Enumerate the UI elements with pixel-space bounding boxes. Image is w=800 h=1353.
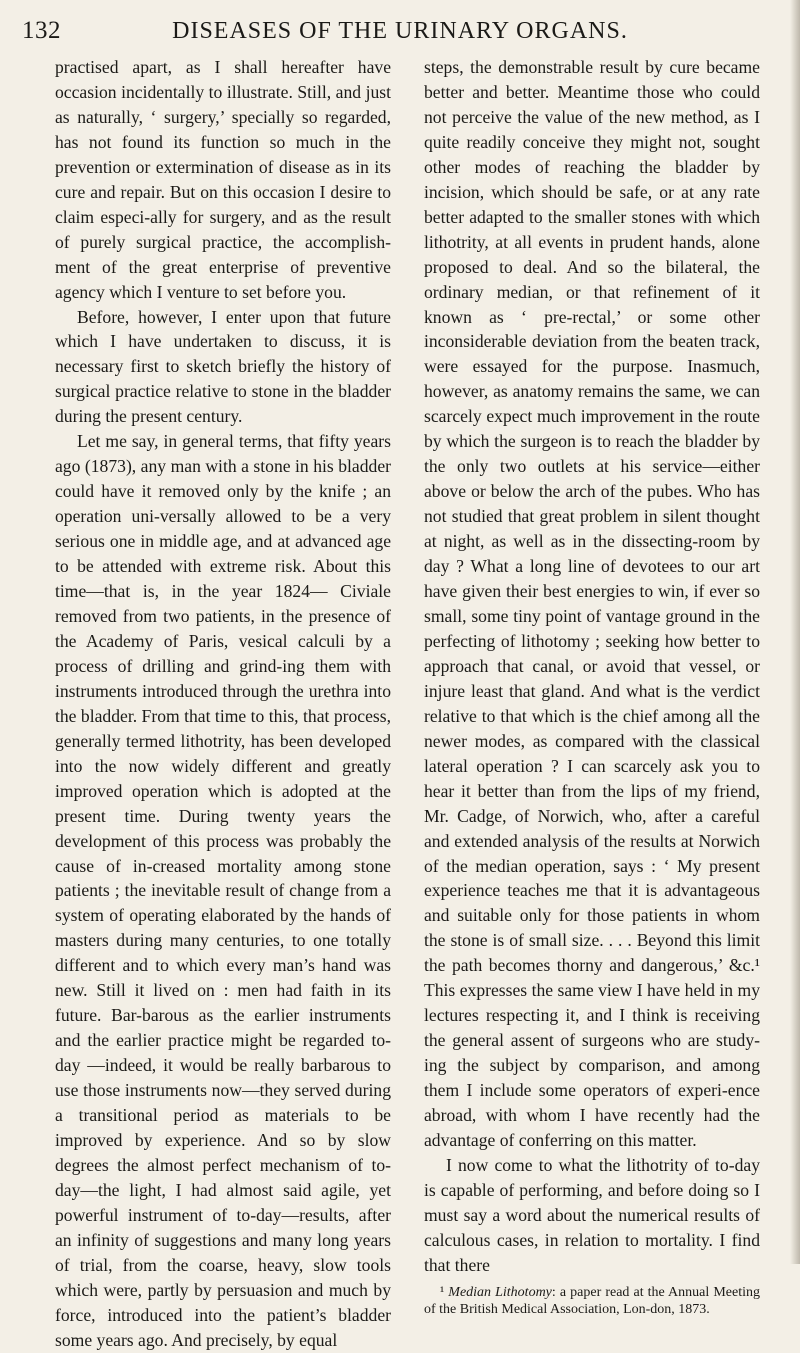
paragraph: practised apart, as I shall hereafter have occasion incidentally to illustrate. Still, and just as naturally, ‘ surgery,’ specially so regarded, has not found its function so much in the prevention or extermination of disease as in its cure and repair. But on this occasion I desire to claim especi-ally for surgery, and as the result of purely surgical practice, the accomplish-ment of the great enterprise of preventive agency which I venture to set before you.	[55, 57, 391, 302]
paragraph: Before, however, I enter upon that future which I have undertaken to discuss, it is necessary first to sketch briefly the history of surgical practice relative to stone in the bladder during the present century.	[55, 306, 391, 427]
page-number: 132	[22, 17, 61, 44]
footnote-text: : a paper read at the Annual Meeting of the British Medical Association, Lon-don, 1873.	[424, 1284, 761, 1317]
footnote	[424, 1284, 760, 1318]
page-edge-shadow	[790, 0, 800, 1264]
running-title: DISEASES OF THE URINARY ORGANS.	[172, 17, 628, 44]
paragraph: I now come to what the lithotrity of to-day is capable of performing, and before doing so I must say a word about the numerical results of calculous cases, in relation to mortality. I find that there	[424, 1154, 760, 1275]
footnote-title: Median Lithotomy	[448, 1284, 552, 1300]
paragraph: Let me say, in general terms, that fifty years ago (1873), any man with a stone in his bladder could have it removed only by the knife ; an operation uni-versally allowed to be a very serious one in middle age, and at advanced age to be attended with extreme risk. About this time—that is, in the year 1824— Civiale removed from two patients, in the presence of the Academy of Paris, vesical calculi by a process of drilling and grind-ing them with instruments introduced through the urethra into the bladder. From that time to this, that process, generally termed lithotrity, has been developed into the now widely different and greatly improved operation which is adopted at the present time. During twenty years the development of this process was probably the cause of in-creased mortality among stone patients ; the inevitable result of change from a system of operating elaborated by the hands of masters during many centuries, to one totally different and to which every man’s hand was new. Still it lived on : men had faith in its future. Bar-barous as the earlier instruments and the earlier practice might be regarded to-day —indeed, it would be really barbarous to use those instruments now—they served during a transitional period as materials to be improved by experience. And so by slow degrees the almost perfect mechanism of to-day—the light, I had almost said agile, yet powerful instrument of to-day—results, after an infinity of suggestions and many long years of trial, from the coarse, heavy, slow tools which were, partly by persuasion and much by force, introduced into the patient’s bladder some years ago. And precisely, by equal	[55, 431, 391, 1350]
paragraph: steps, the demonstrable result by cure became better and better. Meantime those who could not perceive the value of the new method, as I quite readily conceive they might not, sought other modes of reaching the bladder by incision, which should be safe, or at any rate better adapted to the smaller stones with which lithotrity, at all events in prudent hands, alone proposed to deal. And so the bilateral, the ordinary median, or that refinement of it known as ‘ pre-rectal,’ or some other inconsiderable deviation from the beaten track, were essayed for the purpose. Inasmuch, however, as anatomy remains the same, we can scarcely expect much improvement in the route by which the surgeon is to reach the bladder by the only two outlets at his service—either above or below the arch of the pubes. Who has not studied that great problem in silent thought at night, as well as in the dissecting-room by day ? What a long line of devotees to our art have given their best energies to win, if ever so small, some tiny point of vantage ground in the perfecting of lithotomy ; seeking how better to approach that canal, or avoid that vessel, or injure least that gland. And what is the verdict relative to that which is the chief among all the newer modes, as compared with the classical lateral operation ? I can scarcely ask you to hear it better than from the lips of my friend, Mr. Cadge, of Norwich, who, after a careful and extended analysis of the results at Norwich of the median operation, says : ‘ My present experience teaches me that it is advantageous and suitable only for those patients in whom the stone is of small size. . . . Beyond this limit the path becomes thorny and dangerous,’ &c.¹ This expresses the same view I have held in my lectures respecting it, and I think is receiving the general assent of surgeons who are study-ing the subject by comparison, and among them I include some operators of experi-ence abroad, with whom I have recently had the advantage of conferring on this matter.	[424, 57, 760, 1150]
left-column	[55, 55, 391, 1353]
right-column	[424, 55, 760, 1318]
running-header	[22, 14, 778, 49]
footnote-marker: ¹	[440, 1284, 445, 1300]
